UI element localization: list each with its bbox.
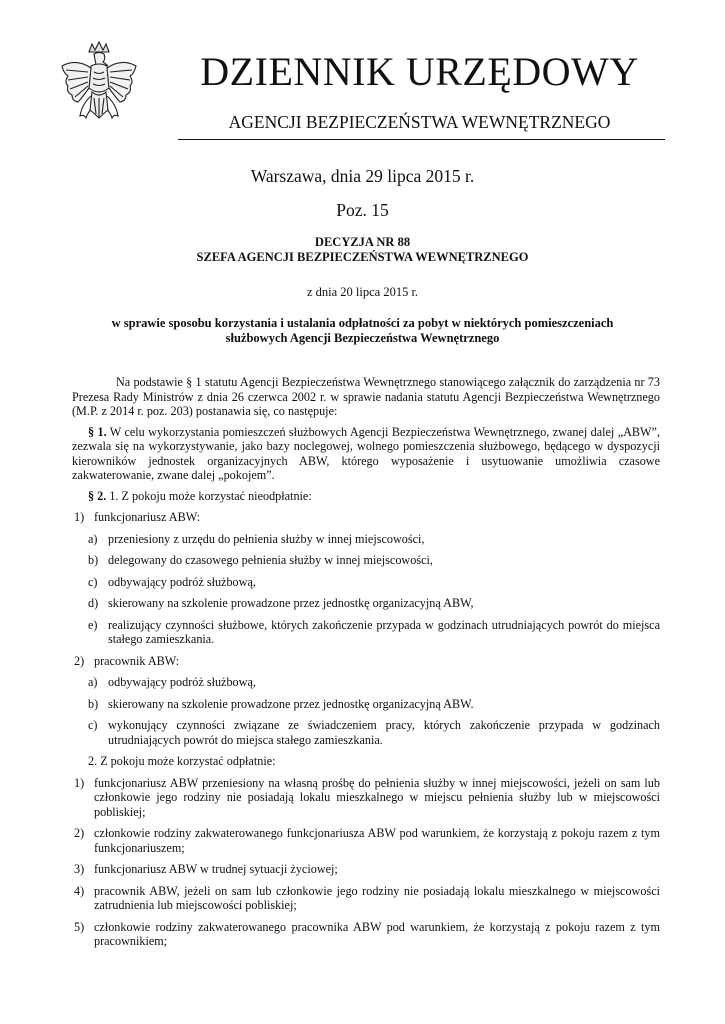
header-divider bbox=[178, 139, 665, 140]
list-marker: c) bbox=[88, 718, 98, 732]
list-marker: a) bbox=[88, 531, 98, 546]
sub-list-item bbox=[72, 697, 660, 712]
section-2-text: 1. Z pokoju może korzystać nieodpłatnie: bbox=[106, 488, 312, 503]
list-marker: a) bbox=[88, 675, 98, 689]
sub-list-item bbox=[72, 575, 660, 590]
sub-list-item bbox=[72, 618, 660, 647]
list-item-text: pracownik ABW: bbox=[94, 653, 180, 668]
list-marker: d) bbox=[88, 596, 99, 610]
list-item-text: funkcjonariusz ABW przeniesiony na własną prośbę do pełnienia służby w innej miejscowości, jeżeli on sam lub członkowie jego rodziny nie posiadają lokalu mieszkalnego w miejscu pełnienia służby lub w miejscowości pobliskiej; bbox=[94, 775, 660, 819]
place-and-date: Warszawa, dnia 29 lipca 2015 r. bbox=[250, 166, 475, 186]
document-body bbox=[72, 375, 660, 956]
polish-eagle-emblem-icon bbox=[58, 40, 140, 140]
list-marker: e) bbox=[88, 617, 98, 632]
list-marker: 2) bbox=[74, 653, 85, 668]
sub-list-item bbox=[72, 596, 660, 611]
section-1-label: § 1. bbox=[88, 424, 107, 439]
list-item bbox=[72, 920, 660, 949]
section-1 bbox=[72, 425, 660, 483]
list-marker: b) bbox=[88, 696, 99, 711]
list-item-text: odbywający podróż służbową, bbox=[108, 675, 256, 689]
list-marker: b) bbox=[88, 553, 99, 567]
journal-subtitle: AGENCJI BEZPIECZEŃSTWA WEWNĘTRZNEGO bbox=[228, 112, 611, 132]
sub-list-item bbox=[72, 718, 660, 747]
decision-subject-line2: służbowych Agencji Bezpieczeństwa Wewnętrznego bbox=[225, 331, 500, 345]
section-2 bbox=[72, 489, 660, 504]
list-item-text: wykonujący czynności związane ze świadczeniem pracy, których zakończenie przypada w godzinach utrudniających powrót do miejsca stałego zamieszkania. bbox=[108, 718, 660, 747]
position-number: Poz. 15 bbox=[336, 200, 389, 220]
list-marker: 1) bbox=[74, 510, 85, 524]
list-item-text: realizujący czynności służbowe, których zakończenie przypada w godzinach utrudniających powrót do miejsca stałego zamieszkania. bbox=[108, 617, 660, 646]
decision-title-line1: DECYZJA NR 88 bbox=[314, 235, 411, 249]
masthead bbox=[172, 50, 667, 132]
list-item bbox=[72, 776, 660, 820]
sub-list-item bbox=[72, 675, 660, 690]
list-marker: 5) bbox=[74, 919, 85, 934]
decision-date: z dnia 20 lipca 2015 r. bbox=[306, 285, 419, 299]
list-item bbox=[72, 862, 660, 877]
section-2-label: § 2. bbox=[88, 488, 107, 503]
list-item bbox=[72, 826, 660, 855]
paid-use-list bbox=[72, 776, 660, 956]
list-marker: 3) bbox=[74, 862, 85, 876]
list-item bbox=[72, 654, 660, 669]
list-item-text: odbywający podróż służbową, bbox=[108, 574, 256, 589]
journal-title: DZIENNIK URZĘDOWY bbox=[200, 49, 639, 94]
list-item-text: członkowie rodziny zakwaterowanego funkcjonariusza ABW pod warunkiem, że korzystają z pokoju razem z tym funkcjonariuszem; bbox=[94, 826, 660, 855]
sub-list-item bbox=[72, 553, 660, 568]
list-item-text: delegowany do czasowego pełnienia służby w innej miejscowości, bbox=[108, 553, 433, 567]
decision-subject bbox=[110, 316, 615, 346]
preamble: Na podstawie § 1 statutu Agencji Bezpieczeństwa Wewnętrznego stanowiącego załącznik do zarządzenia nr 73 Prezesa Rady Ministrów z dnia 26 czerwca 2002 r. w sprawie nadania statutu Agencji Bezpieczeństwa Wewnętrznego (M.P. z 2014 r. poz. 203) postanawia się, co następuje: bbox=[72, 375, 660, 418]
list-item-text: funkcjonariusz ABW: bbox=[94, 510, 201, 524]
list-marker: c) bbox=[88, 574, 98, 589]
decision-subject-line1: w sprawie sposobu korzystania i ustalania odpłatności za pobyt w niektórych pomieszczeniach bbox=[111, 316, 614, 330]
decision-title bbox=[0, 235, 725, 265]
list-item-text: skierowany na szkolenie prowadzone przez jednostkę organizacyjną ABW, bbox=[108, 596, 474, 610]
list-item-text: skierowany na szkolenie prowadzone przez jednostkę organizacyjną ABW. bbox=[108, 696, 474, 711]
list-marker: 2) bbox=[74, 826, 85, 840]
sub-list-item bbox=[72, 532, 660, 547]
list-marker: 1) bbox=[74, 775, 85, 790]
section-1-text: W celu wykorzystania pomieszczeń służbowych Agencji Bezpieczeństwa Wewnętrznego, zwanej dalej „ABW”, zezwala się na wykorzystywanie, jako bazy noclegowej, wolnego pomieszczenia służbowego, będącego w dyspozycji kierowników jednostek organizacyjnych ABW, którego wyposażenie i usytuowanie umożliwia czasowe zakwaterowanie, zwane dalej „pokojem”. bbox=[72, 424, 660, 482]
list-item-text: członkowie rodziny zakwaterowanego pracownika ABW pod warunkiem, że korzystają z pokoju razem z tym pracownikiem; bbox=[94, 919, 660, 948]
list-item-text: funkcjonariusz ABW w trudnej sytuacji życiowej; bbox=[94, 862, 338, 876]
section-2-paragraph-2: 2. Z pokoju może korzystać odpłatnie: bbox=[88, 754, 276, 768]
free-use-group-employee bbox=[72, 654, 660, 755]
decision-title-line2: SZEFA AGENCJI BEZPIECZEŃSTWA WEWNĘTRZNEGO bbox=[196, 250, 529, 264]
list-item bbox=[72, 884, 660, 913]
list-item-text: przeniesiony z urzędu do pełnienia służby w innej miejscowości, bbox=[108, 531, 425, 546]
free-use-group-officer bbox=[72, 510, 660, 654]
list-item bbox=[72, 510, 660, 525]
list-marker: 4) bbox=[74, 883, 85, 898]
list-item-text: pracownik ABW, jeżeli on sam lub członkowie jego rodziny nie posiadają lokalu mieszkalnego w miejscowości zatrudnienia lub miejscowości pobliskiej; bbox=[94, 883, 660, 912]
